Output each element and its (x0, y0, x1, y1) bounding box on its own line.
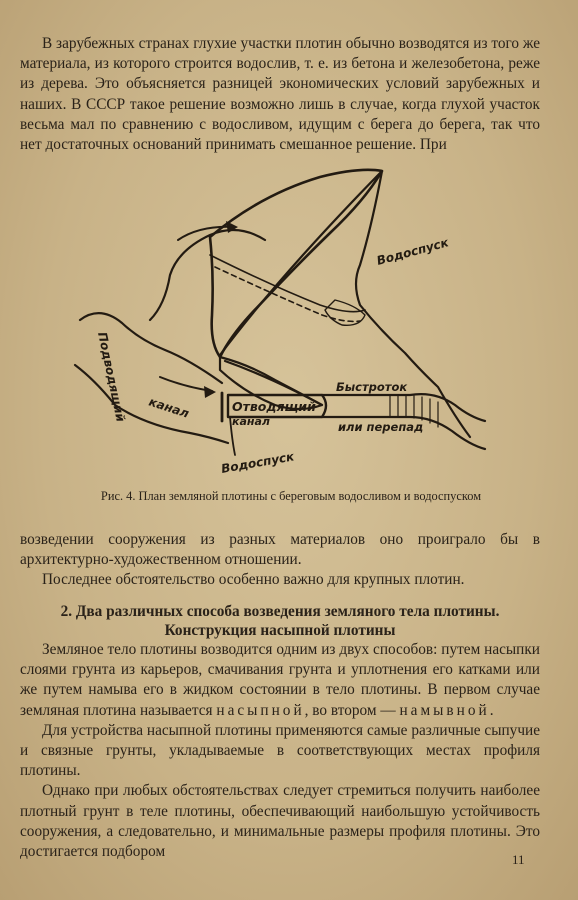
section-paragraph-1 (20, 640, 540, 721)
term-nasypnoy: насыпной (216, 701, 305, 719)
after-paragraph-2: Последнее обстоятельство особенно важно для крупных плотин. (42, 571, 465, 589)
dam-plan-figure (60, 155, 490, 485)
label-kanal-right: канал (232, 415, 270, 428)
right-bank-contour (356, 171, 470, 437)
label-kanal-left: канал (147, 394, 191, 421)
flow-arrow-channel-head (204, 386, 216, 398)
flow-arrow-top (178, 227, 235, 240)
section-paragraph-3: Однако при любых обстоятельствах следует стремиться получить наиболее плотный грунт в теле плотины, обеспечивающий наибольшую устойчивость сооружения, а следовательно, и минимальные размеры профиля плотины. Это достигается подбором (20, 782, 540, 861)
section-body (20, 640, 540, 862)
reservoir-shore (150, 230, 265, 320)
after-figure-text (20, 530, 540, 591)
label-bystrotok: Быстроток (336, 380, 408, 394)
diversion-line-1 (210, 255, 365, 312)
section-heading (20, 602, 540, 640)
label-otvodyashchiy: Отводящий (232, 399, 316, 414)
label-vodospusk-top: Водоспуск (375, 235, 451, 268)
flow-arrow-channel (160, 377, 212, 391)
intro-paragraph: В зарубежных странах глухие участки плотин обычно возводятся из того же материала, из которого строится водослив, т. е. из бетона и железобетона, реже из дерева. Это объясняется разницей экономических условий зарубежных и наших. В СССР такое решение возможно лишь в случае, когда глухой участок весьма мал по сравнению с водосливом, идущим с берега до берега, так что нет достаточных оснований принимать смешанное решение. При (20, 35, 540, 154)
figure-caption: Рис. 4. План земляной плотины с береговым водосливом и водоспуском (100, 489, 482, 503)
section-heading-line-1: 2. Два различных способа возведения земляного тела плотины. (60, 603, 500, 620)
section-heading-line-2: Конструкция насыпной плотины (164, 622, 396, 639)
after-paragraph-1: возведении сооружения из разных материалов оно проиграло бы в архитектурно-художественном отношении. (20, 531, 540, 569)
label-vodospusk-bottom: Водоспуск (220, 449, 296, 476)
section-p1-start: Земляное тело плотины возводится одним из двух способов: путем насыпки слоями грунта из карьеров, смачивания грунта и уплотнения его катками или же путем намыва его в жидком состоянии в тело плотины. В первом случае земляная плотина называется (20, 641, 540, 719)
section-p1-end: . (489, 701, 494, 719)
label-podvodyashchiy: Подводящий (95, 330, 128, 423)
label-ili-perepad: или перепад (338, 420, 424, 434)
page-number: 11 (512, 852, 525, 867)
section-paragraph-2: Для устройства насыпной плотины применяются самые различные сыпучие и связные грунты, укладываемые в соответствующих местах профиля плотины. (20, 721, 540, 780)
intro-text (20, 34, 540, 155)
section-p1-mid: , во втором — (304, 701, 396, 719)
term-namyvnoy: намывной (399, 701, 490, 719)
